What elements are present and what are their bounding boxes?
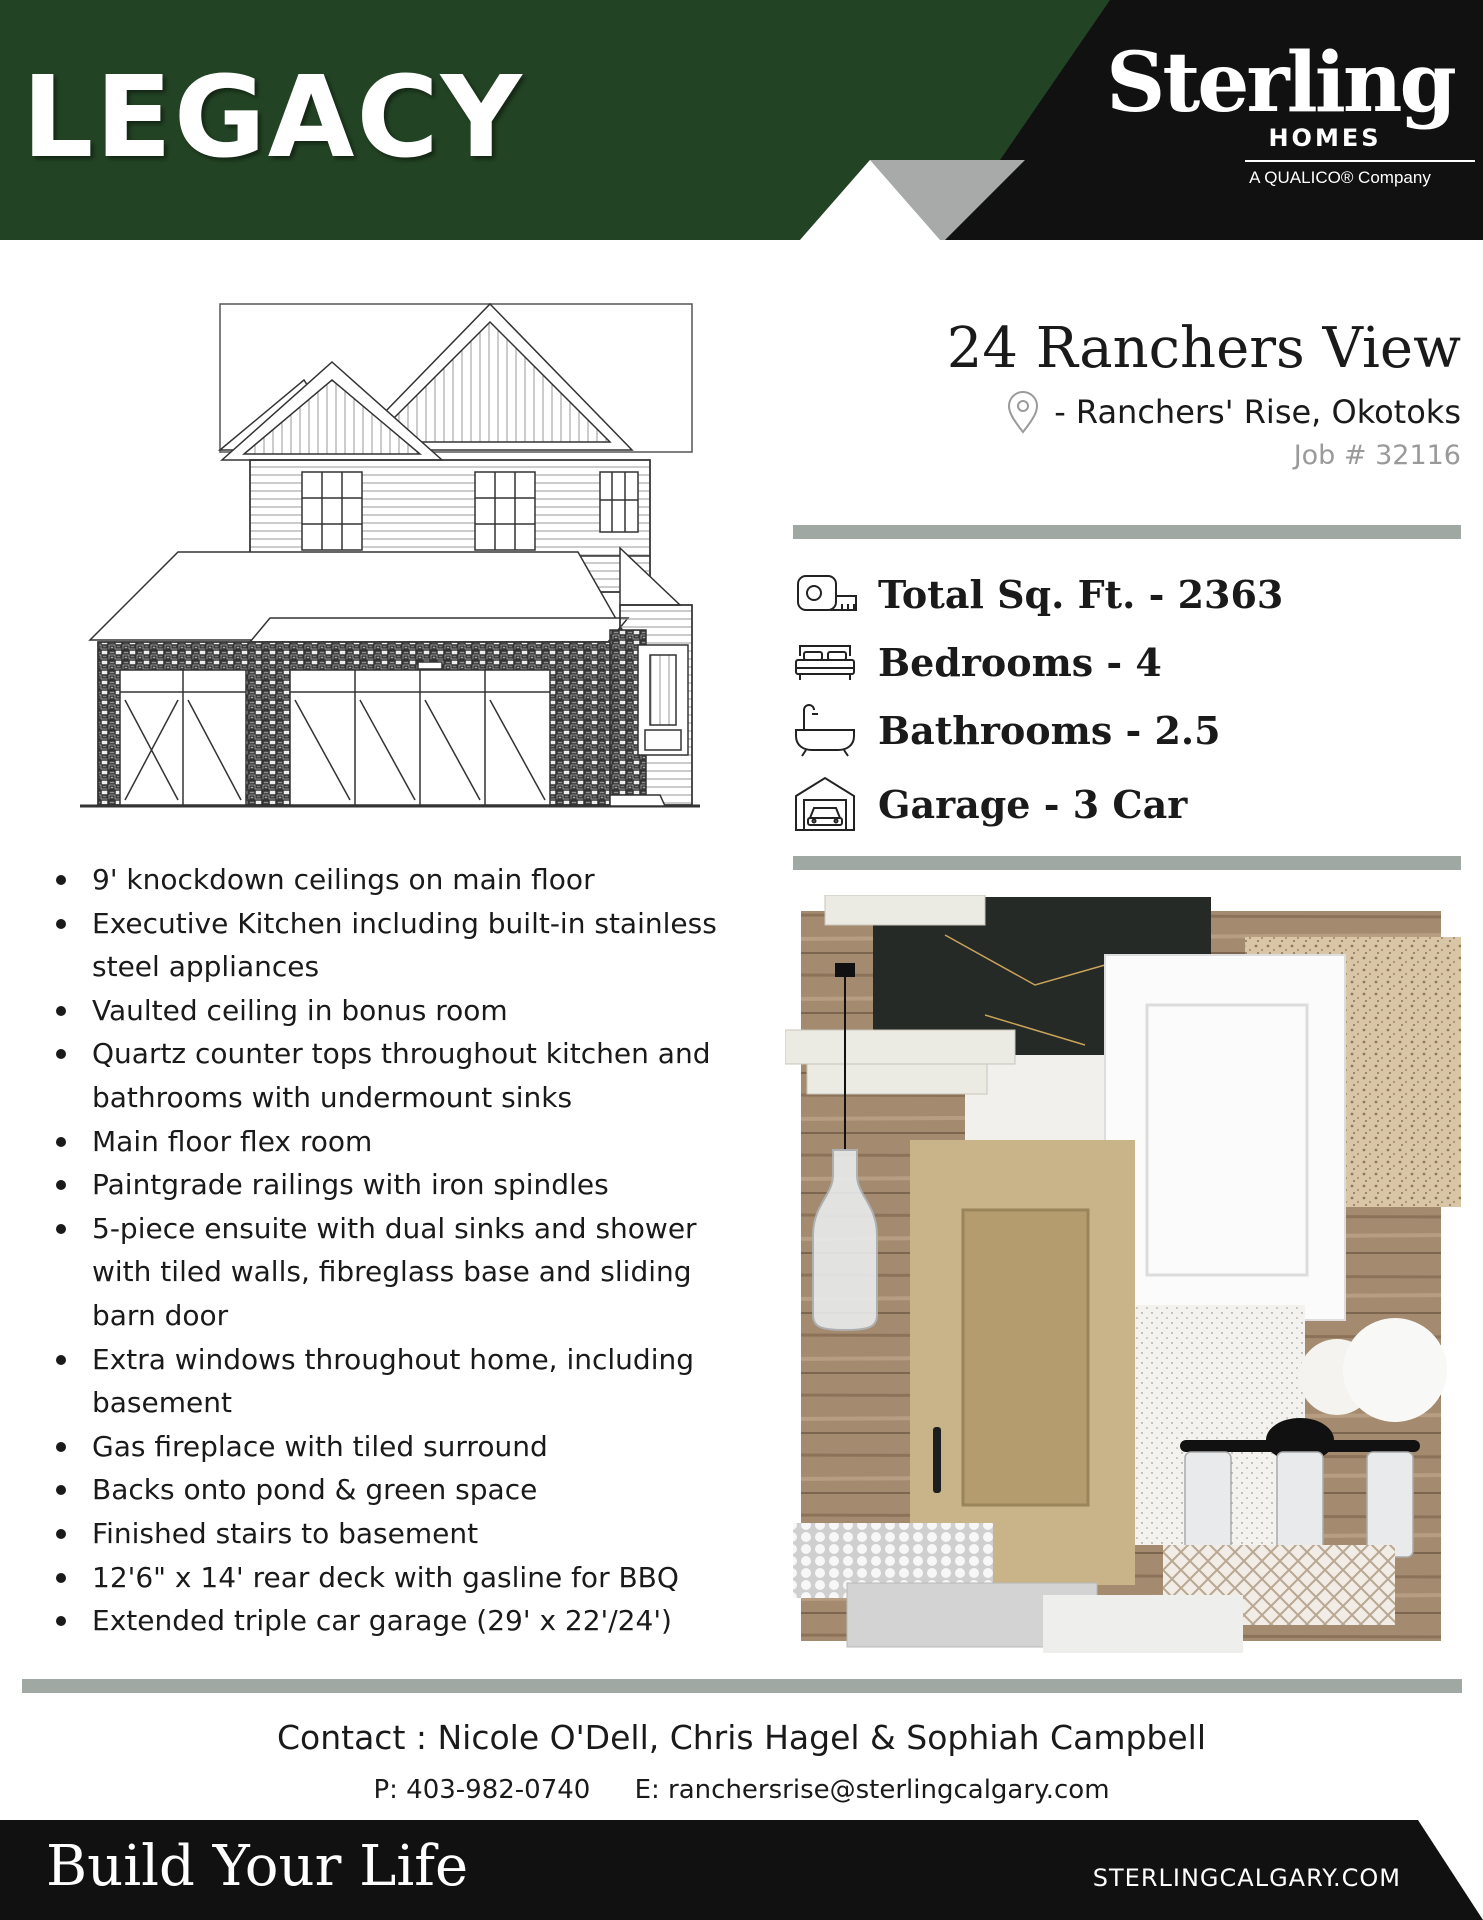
address-title: 24 Ranchers View: [946, 316, 1461, 381]
brand-tagline: A QUALICO® Company: [1249, 168, 1431, 187]
bed-icon: [790, 632, 860, 692]
spec-sqft: Total Sq. Ft. - 2363: [878, 571, 1284, 617]
brand-logo[interactable]: [1100, 35, 1460, 188]
footer-tagline: Build Your Life: [46, 1834, 469, 1899]
header-banner: [0, 0, 1483, 240]
contact-email[interactable]: E: ranchersrise@sterlingcalgary.com: [634, 1775, 1110, 1805]
feature-item: 12'6" x 14' rear deck with gasline for BBQ: [52, 1556, 732, 1600]
spec-row-sqft: [790, 560, 1450, 628]
feature-item: Gas fireplace with tiled surround: [52, 1425, 732, 1469]
feature-item: Backs onto pond & green space: [52, 1468, 732, 1512]
brand-name: Sterling: [1106, 35, 1454, 131]
brand-sub: HOMES: [1268, 124, 1382, 152]
spec-row-bathrooms: [790, 696, 1450, 764]
spec-row-garage: [790, 770, 1450, 838]
brand-divider: [1245, 160, 1475, 162]
divider-top: [793, 525, 1461, 539]
address-location: [947, 390, 1461, 434]
feature-item: Quartz counter tops throughout kitchen and bathrooms with undermount sinks: [52, 1032, 732, 1119]
feature-item: 5-piece ensuite with dual sinks and shower with tiled walls, fibreglass base and sliding barn door: [52, 1207, 732, 1338]
feature-list: [52, 858, 732, 1643]
house-elevation-drawing: [80, 300, 710, 820]
job-number: Job # 32116: [1293, 439, 1461, 471]
contact-details: [0, 1775, 1483, 1805]
contact-names: Contact : Nicole O'Dell, Chris Hagel & Sophiah Campbell: [277, 1718, 1206, 1757]
feature-item: 9' knockdown ceilings on main floor: [52, 858, 732, 902]
location-pin-icon: [1006, 390, 1040, 434]
feature-item: Main floor flex room: [52, 1120, 732, 1164]
spec-bathrooms: Bathrooms - 2.5: [878, 707, 1221, 753]
spec-bedrooms: Bedrooms - 4: [878, 639, 1162, 685]
feature-item: Extra windows throughout home, including basement: [52, 1338, 732, 1425]
location-text: - Ranchers' Rise, Okotoks: [1054, 392, 1461, 431]
contact-phone[interactable]: P: 403-982-0740: [373, 1775, 591, 1805]
model-name: LEGACY: [22, 53, 524, 183]
finishes-moodboard: [785, 895, 1463, 1655]
divider-bottom: [22, 1679, 1462, 1693]
bathtub-icon: [790, 700, 860, 760]
address-block: [947, 318, 1461, 471]
footer-banner: [0, 1820, 1483, 1920]
feature-item: Executive Kitchen including built-in stainless steel appliances: [52, 902, 732, 989]
feature-item: Vaulted ceiling in bonus room: [52, 989, 732, 1033]
feature-item: Finished stairs to basement: [52, 1512, 732, 1556]
feature-item: Paintgrade railings with iron spindles: [52, 1163, 732, 1207]
contact-block: [0, 1718, 1483, 1805]
garage-icon: [790, 774, 860, 834]
spec-garage: Garage - 3 Car: [878, 781, 1188, 827]
footer-website-link[interactable]: STERLINGCALGARY.COM: [1092, 1864, 1401, 1892]
spec-list: [790, 560, 1450, 838]
divider-middle: [793, 856, 1461, 870]
tape-measure-icon: [790, 564, 860, 624]
spec-row-bedrooms: [790, 628, 1450, 696]
feature-item: Extended triple car garage (29' x 22'/24'): [52, 1599, 732, 1643]
